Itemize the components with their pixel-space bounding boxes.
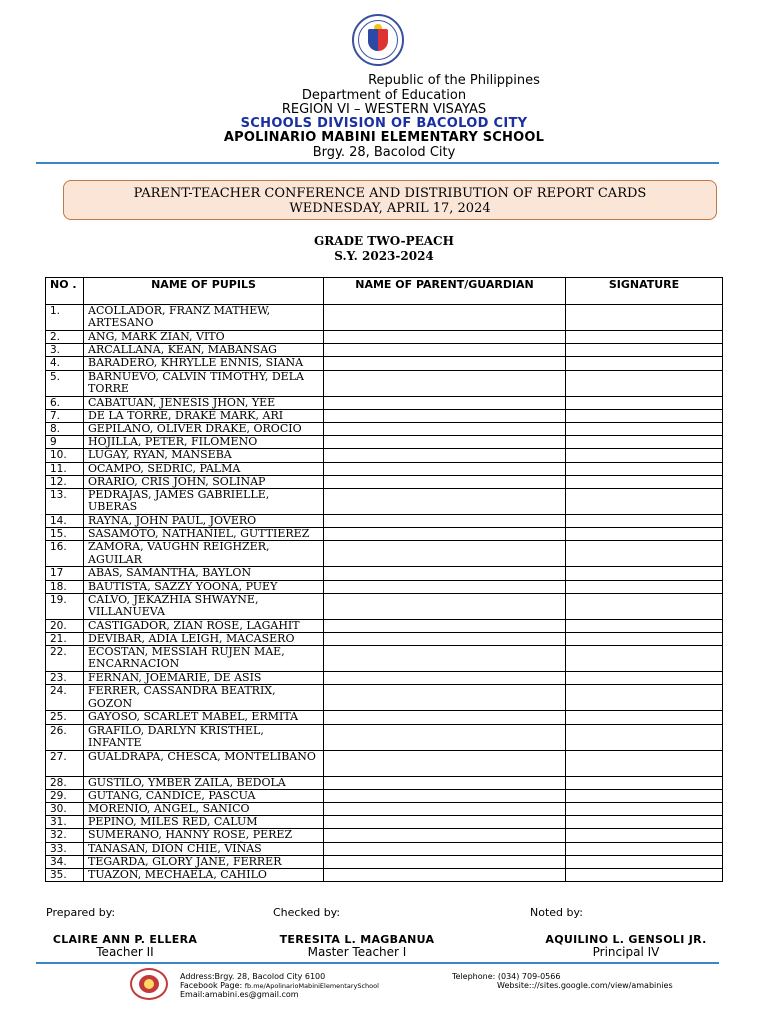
table-row [46, 331, 723, 344]
table-row [46, 515, 723, 528]
signature-cell[interactable] [566, 789, 723, 802]
row-number: 12. [46, 475, 84, 488]
row-number: 14. [46, 515, 84, 528]
pupil-name: TUAZON, MECHAELA, CAHILO [84, 869, 324, 882]
row-number: 15. [46, 528, 84, 541]
parent-name-cell[interactable] [324, 462, 566, 475]
footer-address: Address:Brgy. 28, Bacolod City 6100 [180, 972, 326, 981]
parent-name-cell[interactable] [324, 305, 566, 331]
parent-name-cell[interactable] [324, 842, 566, 855]
table-row [46, 646, 723, 672]
row-number: 28. [46, 776, 84, 789]
event-banner [63, 180, 717, 220]
header-pupil-name: NAME OF PUPILS [84, 278, 324, 305]
pupil-name: GUSTILO, YMBER ZAILA, BEDOLA [84, 776, 324, 789]
table-row [46, 580, 723, 593]
header-signature: SIGNATURE [566, 278, 723, 305]
row-number: 16. [46, 541, 84, 567]
pupil-name: OCAMPO, SEDRIC, PALMA [84, 462, 324, 475]
parent-name-cell[interactable] [324, 776, 566, 789]
row-number: 30. [46, 803, 84, 816]
pupil-name: ABAS, SAMANTHA, BAYLON [84, 567, 324, 580]
pupil-name: GEPILANO, OLIVER DRAKE, OROCIO [84, 423, 324, 436]
table-row [46, 724, 723, 750]
pupil-name: BAUTISTA, SAZZY YOONA, PUEY [84, 580, 324, 593]
pupil-name: ECOSTAN, MESSIAH RUJEN MAE, ENCARNACION [84, 646, 324, 672]
pupil-name: ZAMORA, VAUGHN REIGHZER, AGUILAR [84, 541, 324, 567]
parent-name-cell[interactable] [324, 593, 566, 619]
signature-cell[interactable] [566, 633, 723, 646]
parent-name-cell[interactable] [324, 436, 566, 449]
table-row [46, 685, 723, 711]
signature-cell[interactable] [566, 489, 723, 515]
signature-cell[interactable] [566, 619, 723, 632]
signature-cell[interactable] [566, 436, 723, 449]
signature-cell[interactable] [566, 475, 723, 488]
footer-divider [36, 962, 719, 964]
noted-by-role: Principal IV [592, 945, 660, 959]
signature-cell[interactable] [566, 816, 723, 829]
parent-name-cell[interactable] [324, 855, 566, 868]
signature-cell[interactable] [566, 462, 723, 475]
table-row [46, 672, 723, 685]
school-logo-icon [130, 968, 168, 1000]
table-row [46, 396, 723, 409]
signature-cell[interactable] [566, 357, 723, 370]
noted-by-label: Noted by: [530, 906, 583, 919]
signature-cell[interactable] [566, 842, 723, 855]
header-school-address: Brgy. 28, Bacolod City [312, 145, 456, 160]
pupil-name: HOJILLA, PETER, FILOMENO [84, 436, 324, 449]
row-number: 34. [46, 855, 84, 868]
signature-cell[interactable] [566, 344, 723, 357]
table-row [46, 829, 723, 842]
row-number: 4. [46, 357, 84, 370]
pupil-name: CASTIGADOR, ZIAN ROSE, LAGAHIT [84, 619, 324, 632]
footer-email: Email:amabini.es@gmail.com [180, 990, 299, 999]
pupil-name: TEGARDA, GLORY JANE, FERRER [84, 855, 324, 868]
row-number: 18. [46, 580, 84, 593]
row-number: 22. [46, 646, 84, 672]
table-row [46, 816, 723, 829]
signature-cell[interactable] [566, 750, 723, 776]
signature-cell[interactable] [566, 331, 723, 344]
row-number: 17 [46, 567, 84, 580]
table-row [46, 855, 723, 868]
signature-cell[interactable] [566, 567, 723, 580]
row-number: 32. [46, 829, 84, 842]
row-number: 24. [46, 685, 84, 711]
row-number: 31. [46, 816, 84, 829]
row-number: 10. [46, 449, 84, 462]
header-school-name: APOLINARIO MABINI ELEMENTARY SCHOOL [223, 130, 545, 145]
parent-name-cell[interactable] [324, 750, 566, 776]
row-number: 11. [46, 462, 84, 475]
pupil-name: FERNAN, JOEMARIE, DE ASIS [84, 672, 324, 685]
parent-name-cell[interactable] [324, 685, 566, 711]
table-row [46, 593, 723, 619]
parent-name-cell[interactable] [324, 331, 566, 344]
row-number: 20. [46, 619, 84, 632]
pupil-name: LUGAY, RYAN, MANSEBA [84, 449, 324, 462]
signature-cell[interactable] [566, 724, 723, 750]
parent-name-cell[interactable] [324, 633, 566, 646]
table-row [46, 357, 723, 370]
signature-cell[interactable] [566, 685, 723, 711]
table-row [46, 567, 723, 580]
row-number: 8. [46, 423, 84, 436]
row-number: 25. [46, 711, 84, 724]
pupil-name: GAYOSO, SCARLET MABEL, ERMITA [84, 711, 324, 724]
parent-name-cell[interactable] [324, 541, 566, 567]
pupil-name: GRAFILO, DARLYN KRISTHEL, INFANTE [84, 724, 324, 750]
parent-name-cell[interactable] [324, 816, 566, 829]
parent-name-cell[interactable] [324, 396, 566, 409]
pupil-name: GUTANG, CANDICE, PASCUA [84, 789, 324, 802]
pupil-name: GUALDRAPA, CHESCA, MONTELIBANO [84, 750, 324, 776]
table-row [46, 436, 723, 449]
signature-cell[interactable] [566, 409, 723, 422]
header-department: Department of Education [301, 88, 467, 103]
pupil-name: SUMERANO, HANNY ROSE, PEREZ [84, 829, 324, 842]
pupil-name: FERRER, CASSANDRA BEATRIX, GOZON [84, 685, 324, 711]
parent-name-cell[interactable] [324, 869, 566, 882]
row-number: 3. [46, 344, 84, 357]
deped-seal-icon [352, 14, 404, 66]
table-row [46, 489, 723, 515]
table-row [46, 750, 723, 776]
parent-name-cell[interactable] [324, 803, 566, 816]
prepared-by-label: Prepared by: [46, 906, 116, 919]
parent-name-cell[interactable] [324, 344, 566, 357]
event-title: PARENT-TEACHER CONFERENCE AND DISTRIBUTION OF REPORT CARDS [133, 186, 647, 201]
parent-name-cell[interactable] [324, 724, 566, 750]
pupil-name: PEDRAJAS, JAMES GABRIELLE, UBERAS [84, 489, 324, 515]
parent-name-cell[interactable] [324, 619, 566, 632]
signature-cell[interactable] [566, 396, 723, 409]
pupil-name: ARCALLANA, KEAN, MABANSAG [84, 344, 324, 357]
pupil-name: CALVO, JEKAZHIA SHWAYNE, VILLANUEVA [84, 593, 324, 619]
pupil-name: ANG, MARK ZIAN, VITO [84, 331, 324, 344]
attendance-table [45, 277, 723, 882]
signature-cell[interactable] [566, 855, 723, 868]
parent-name-cell[interactable] [324, 409, 566, 422]
pupil-name: BARNUEVO, CALVIN TIMOTHY, DELA TORRE [84, 370, 324, 396]
checked-by-label: Checked by: [273, 906, 341, 919]
parent-name-cell[interactable] [324, 528, 566, 541]
row-number: 7. [46, 409, 84, 422]
pupil-name: DE LA TORRE, DRAKE MARK, ARI [84, 409, 324, 422]
parent-name-cell[interactable] [324, 489, 566, 515]
checked-by-name: TERESITA L. MAGBANUA [279, 933, 435, 946]
table-row [46, 528, 723, 541]
table-row [46, 711, 723, 724]
grade-section: GRADE TWO-PEACH [314, 234, 454, 248]
table-row [46, 541, 723, 567]
table-row [46, 423, 723, 436]
footer-facebook-link[interactable]: fb.me/ApolinarioMabiniElementarySchool [244, 982, 379, 990]
prepared-by-role: Teacher II [96, 945, 154, 959]
pupil-name: RAYNA, JOHN PAUL, JOVERO [84, 515, 324, 528]
table-row [46, 803, 723, 816]
footer-telephone: Telephone: (034) 709-0566 [452, 972, 561, 981]
footer-website[interactable]: Website:://sites.google.com/view/amabinies [497, 981, 673, 990]
parent-name-cell[interactable] [324, 789, 566, 802]
prepared-by-name: CLAIRE ANN P. ELLERA [52, 933, 198, 946]
footer-facebook [180, 981, 379, 990]
parent-name-cell[interactable] [324, 449, 566, 462]
parent-name-cell[interactable] [324, 475, 566, 488]
row-number: 26. [46, 724, 84, 750]
table-row [46, 776, 723, 789]
row-number: 5. [46, 370, 84, 396]
signature-cell[interactable] [566, 776, 723, 789]
table-row [46, 370, 723, 396]
signature-cell[interactable] [566, 541, 723, 567]
table-header-row [46, 278, 723, 305]
row-number: 19. [46, 593, 84, 619]
signature-cell[interactable] [566, 528, 723, 541]
pupil-name: TANASAN, DION CHIE, VIÑAS [84, 842, 324, 855]
table-row [46, 619, 723, 632]
row-number: 35. [46, 869, 84, 882]
header-parent-name: NAME OF PARENT/GUARDIAN [324, 278, 566, 305]
parent-name-cell[interactable] [324, 711, 566, 724]
signature-cell[interactable] [566, 672, 723, 685]
table-row [46, 449, 723, 462]
pupil-name: CABATUAN, JENESIS JHON, YEE [84, 396, 324, 409]
header-no: NO . [46, 278, 84, 305]
school-year: S.Y. 2023-2024 [334, 249, 434, 263]
table-row [46, 842, 723, 855]
row-number: 2. [46, 331, 84, 344]
table-row [46, 409, 723, 422]
parent-name-cell[interactable] [324, 515, 566, 528]
parent-name-cell[interactable] [324, 370, 566, 396]
table-row [46, 789, 723, 802]
header-division: SCHOOLS DIVISION OF BACOLOD CITY [240, 116, 528, 131]
pupil-name: BARADERO, KHRYLLE ENNIS, SIANA [84, 357, 324, 370]
table-row [46, 633, 723, 646]
parent-name-cell[interactable] [324, 672, 566, 685]
header-divider [36, 162, 719, 164]
row-number: 21. [46, 633, 84, 646]
parent-name-cell[interactable] [324, 423, 566, 436]
parent-name-cell[interactable] [324, 829, 566, 842]
header-region: REGION VI – WESTERN VISAYAS [281, 102, 487, 117]
table-row [46, 869, 723, 882]
table-row [46, 344, 723, 357]
row-number: 6. [46, 396, 84, 409]
signature-cell[interactable] [566, 515, 723, 528]
pupil-name: ORARIO, CRIS JOHN, SOLINAP [84, 475, 324, 488]
pupil-name: MORENIO, ANGEL, SANICO [84, 803, 324, 816]
signature-cell[interactable] [566, 423, 723, 436]
parent-name-cell[interactable] [324, 567, 566, 580]
signature-cell[interactable] [566, 305, 723, 331]
signature-cell[interactable] [566, 370, 723, 396]
noted-by-name: AQUILINO L. GENSOLI JR. [545, 933, 707, 946]
table-row [46, 475, 723, 488]
signature-cell[interactable] [566, 449, 723, 462]
signature-cell[interactable] [566, 593, 723, 619]
pupil-name: PEPINO, MILES RED, CALUM [84, 816, 324, 829]
signature-cell[interactable] [566, 803, 723, 816]
footer-facebook-label: Facebook Page: [180, 981, 245, 990]
row-number: 13. [46, 489, 84, 515]
parent-name-cell[interactable] [324, 580, 566, 593]
table-row [46, 462, 723, 475]
checked-by-role: Master Teacher I [307, 945, 407, 959]
pupil-name: SASAMOTO, NATHANIEL, GUTTIEREZ [84, 528, 324, 541]
pupil-name: ACOLLADOR, FRANZ MATHEW, ARTESANO [84, 305, 324, 331]
table-row [46, 305, 723, 331]
row-number: 1. [46, 305, 84, 331]
row-number: 27. [46, 750, 84, 776]
event-date: WEDNESDAY, APRIL 17, 2024 [289, 201, 491, 216]
signature-cell[interactable] [566, 646, 723, 672]
signature-cell[interactable] [566, 711, 723, 724]
signature-cell[interactable] [566, 580, 723, 593]
row-number: 33. [46, 842, 84, 855]
row-number: 29. [46, 789, 84, 802]
pupil-name: DEVIBAR, ADIA LEIGH, MACASERO [84, 633, 324, 646]
parent-name-cell[interactable] [324, 357, 566, 370]
parent-name-cell[interactable] [324, 646, 566, 672]
row-number: 23. [46, 672, 84, 685]
signature-cell[interactable] [566, 829, 723, 842]
roster-body [46, 305, 723, 882]
signature-cell[interactable] [566, 869, 723, 882]
row-number: 9 [46, 436, 84, 449]
header-republic: Republic of the Philippines [368, 73, 540, 88]
